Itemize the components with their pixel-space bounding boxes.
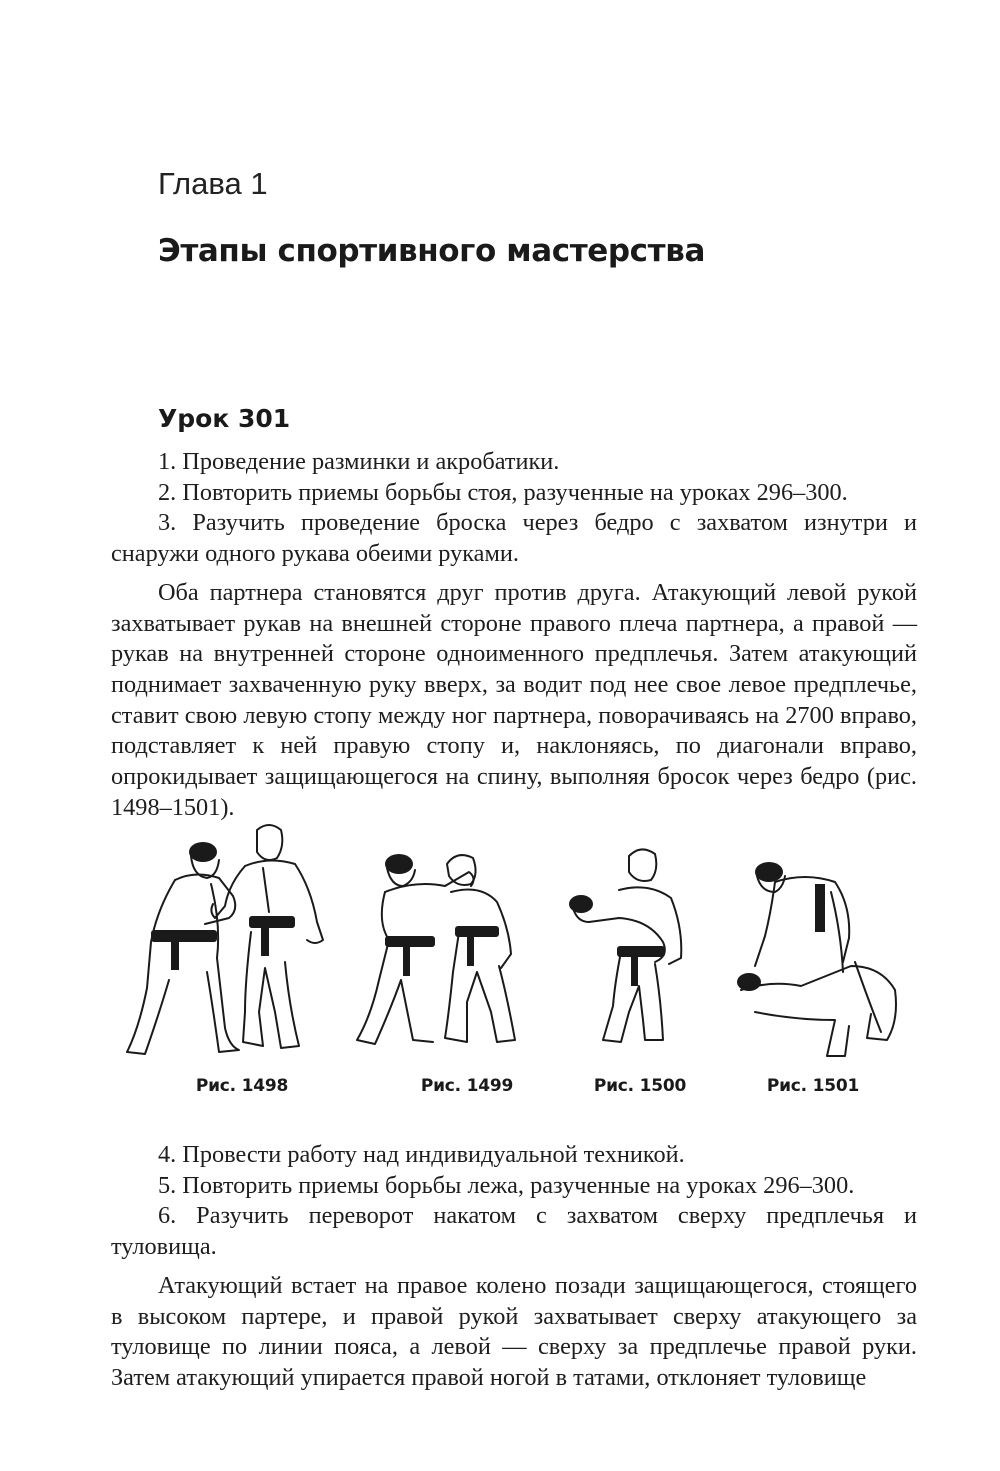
judo-entry-turn-illustration [355, 812, 555, 1062]
judo-throw-finish-illustration [735, 812, 915, 1062]
figure-caption: Рис. 1499 [420, 1076, 514, 1096]
lesson-steps-part-1 [111, 447, 917, 823]
lesson-title: Урок 301 [158, 404, 291, 433]
step-4: 4. Провести работу над индивидуальной техникой. [158, 1141, 685, 1168]
chapter-label: Глава 1 [158, 166, 268, 201]
step-2: 2. Повторить приемы борьбы стоя, разученные на уроках 296–300. [158, 478, 848, 506]
step-3: 3. Разучить проведение броска через бедро с захватом изнутри и снаружи одного рукава обеими руками. [111, 509, 917, 568]
figure-caption: Рис. 1500 [593, 1076, 687, 1096]
judo-grip-standing-illustration [115, 812, 345, 1062]
lesson-steps-part-2 [111, 1140, 917, 1394]
figure-caption: Рис. 1501 [766, 1076, 860, 1096]
step-1: 1. Проведение разминки и акробатики. [158, 448, 560, 475]
technique-description: Оба партнера становятся друг против друга. Атакующий левой рукой захватывает рукав на внешней стороне правого плеча партнера, а правой — рукав на внутренней стороне одноименного предплечья. Затем атакующий поднимает захваченную руку вверх, за водит под нее свое левое предплечье, ставит свою левую стопу между ног партнера, поворачиваясь на 2700 вправо, подставляет к ней правую стопу и, наклоняясь, по диагонали вправо, опрокидывает защищающегося на спину, выполняя бросок через бедро (рис. 1498–1501). [111, 578, 917, 821]
step-6: 6. Разучить переворот накатом с захватом сверху предплечья и туловища. [111, 1202, 917, 1261]
figure-caption: Рис. 1498 [195, 1076, 289, 1096]
rollover-description: Атакующий встает на правое колено позади защищающегося, стоящего в высоком партере, и правой рукой захватывает сверху атакующего за туловище по линии пояса, а левой — сверху за предплечье правой руки. Затем атакующий упирается правой ногой в татами, отклоняет туловище [111, 1271, 917, 1391]
chapter-title: Этапы спортивного мастерства [158, 233, 705, 269]
judo-hip-loading-illustration [565, 812, 725, 1062]
step-5: 5. Повторить приемы борьбы лежа, разученные на уроках 296–300. [158, 1171, 855, 1199]
figure-row [110, 812, 910, 1112]
